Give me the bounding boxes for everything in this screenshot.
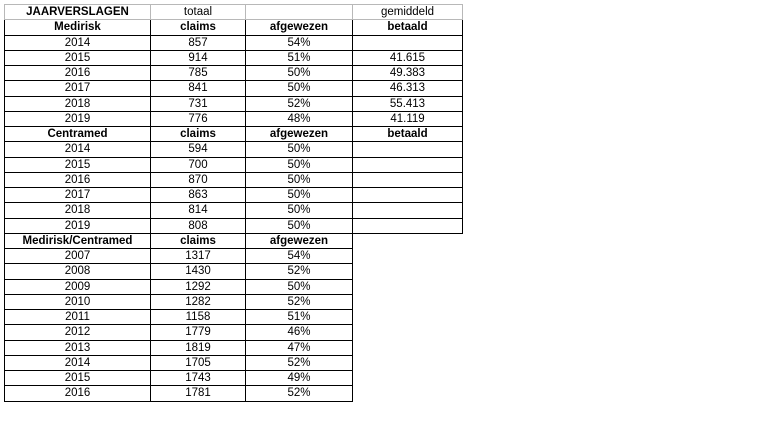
rejected-cell[interactable]: 52%: [246, 355, 353, 370]
table-row: [5, 111, 463, 126]
empty-cell: [353, 386, 463, 401]
claims-cell[interactable]: 841: [151, 81, 246, 96]
claims-cell[interactable]: 857: [151, 35, 246, 50]
table-row: [5, 218, 463, 233]
table-row: [5, 35, 463, 50]
rejected-cell[interactable]: 49%: [246, 371, 353, 386]
claims-cell[interactable]: 814: [151, 203, 246, 218]
claims-cell[interactable]: 731: [151, 96, 246, 111]
year-cell[interactable]: 2017: [5, 81, 151, 96]
empty-cell: [353, 249, 463, 264]
paid-cell[interactable]: 46.313: [353, 81, 463, 96]
rejected-cell[interactable]: 52%: [246, 96, 353, 111]
rejected-cell[interactable]: 50%: [246, 203, 353, 218]
header-total[interactable]: totaal: [151, 5, 246, 20]
claims-cell[interactable]: 594: [151, 142, 246, 157]
year-cell[interactable]: 2014: [5, 355, 151, 370]
claims-cell[interactable]: 914: [151, 50, 246, 65]
year-cell[interactable]: 2016: [5, 66, 151, 81]
claims-cell[interactable]: 700: [151, 157, 246, 172]
claims-cell[interactable]: 1743: [151, 371, 246, 386]
year-cell[interactable]: 2018: [5, 203, 151, 218]
section-header-row: [5, 127, 463, 142]
year-cell[interactable]: 2007: [5, 249, 151, 264]
header-empty[interactable]: [246, 5, 353, 20]
year-cell[interactable]: 2016: [5, 172, 151, 187]
table-row: [5, 66, 463, 81]
year-cell[interactable]: 2016: [5, 386, 151, 401]
rejected-cell[interactable]: 50%: [246, 188, 353, 203]
table-row: [5, 172, 463, 187]
title-row: [5, 5, 463, 20]
claims-cell[interactable]: 1819: [151, 340, 246, 355]
claims-cell[interactable]: 863: [151, 188, 246, 203]
paid-cell[interactable]: [353, 188, 463, 203]
rejected-cell[interactable]: 51%: [246, 310, 353, 325]
table-title[interactable]: JAARVERSLAGEN: [5, 5, 151, 20]
section-name[interactable]: Medirisk/Centramed: [5, 233, 151, 248]
year-cell[interactable]: 2014: [5, 35, 151, 50]
year-cell[interactable]: 2017: [5, 188, 151, 203]
table-row: [5, 249, 463, 264]
claims-cell[interactable]: 1317: [151, 249, 246, 264]
table-row: [5, 371, 463, 386]
rejected-cell[interactable]: 50%: [246, 81, 353, 96]
empty-cell: [353, 233, 463, 248]
rejected-cell[interactable]: 54%: [246, 35, 353, 50]
paid-cell[interactable]: 55.413: [353, 96, 463, 111]
table-row: [5, 157, 463, 172]
year-cell[interactable]: 2009: [5, 279, 151, 294]
paid-cell[interactable]: [353, 218, 463, 233]
empty-cell: [353, 279, 463, 294]
table-row: [5, 325, 463, 340]
table-row: [5, 142, 463, 157]
year-cell[interactable]: 2015: [5, 371, 151, 386]
rejected-cell[interactable]: 46%: [246, 325, 353, 340]
year-cell[interactable]: 2018: [5, 96, 151, 111]
rejected-label[interactable]: afgewezen: [246, 127, 353, 142]
claims-label[interactable]: claims: [151, 233, 246, 248]
paid-cell[interactable]: [353, 35, 463, 50]
empty-cell: [353, 355, 463, 370]
table-body: [5, 5, 463, 402]
paid-cell[interactable]: 41.119: [353, 111, 463, 126]
paid-cell[interactable]: [353, 172, 463, 187]
claims-cell[interactable]: 808: [151, 218, 246, 233]
claims-cell[interactable]: 1705: [151, 355, 246, 370]
year-cell[interactable]: 2008: [5, 264, 151, 279]
claims-cell[interactable]: 1430: [151, 264, 246, 279]
table-row: [5, 81, 463, 96]
paid-label[interactable]: betaald: [353, 20, 463, 35]
paid-cell[interactable]: 49.383: [353, 66, 463, 81]
empty-cell: [353, 310, 463, 325]
rejected-label[interactable]: afgewezen: [246, 20, 353, 35]
section-name[interactable]: Centramed: [5, 127, 151, 142]
rejected-cell[interactable]: 50%: [246, 66, 353, 81]
annual-reports-table: [4, 4, 463, 402]
year-cell[interactable]: 2011: [5, 310, 151, 325]
table-row: [5, 340, 463, 355]
year-cell[interactable]: 2010: [5, 294, 151, 309]
rejected-cell[interactable]: 48%: [246, 111, 353, 126]
section-header-row: [5, 233, 463, 248]
rejected-cell[interactable]: 50%: [246, 279, 353, 294]
year-cell[interactable]: 2019: [5, 218, 151, 233]
paid-cell[interactable]: 41.615: [353, 50, 463, 65]
rejected-cell[interactable]: 50%: [246, 142, 353, 157]
table-row: [5, 50, 463, 65]
paid-cell[interactable]: [353, 203, 463, 218]
empty-cell: [353, 340, 463, 355]
empty-cell: [353, 325, 463, 340]
year-cell[interactable]: 2013: [5, 340, 151, 355]
rejected-cell[interactable]: 51%: [246, 50, 353, 65]
year-cell[interactable]: 2019: [5, 111, 151, 126]
section-name[interactable]: Medirisk: [5, 20, 151, 35]
rejected-cell[interactable]: 52%: [246, 294, 353, 309]
claims-cell[interactable]: 870: [151, 172, 246, 187]
header-average[interactable]: gemiddeld: [353, 5, 463, 20]
rejected-cell[interactable]: 52%: [246, 264, 353, 279]
claims-cell[interactable]: 1282: [151, 294, 246, 309]
empty-cell: [353, 264, 463, 279]
paid-cell[interactable]: [353, 157, 463, 172]
rejected-cell[interactable]: 52%: [246, 386, 353, 401]
claims-cell[interactable]: 1781: [151, 386, 246, 401]
paid-cell[interactable]: [353, 142, 463, 157]
claims-cell[interactable]: 1158: [151, 310, 246, 325]
table-row: [5, 294, 463, 309]
year-cell[interactable]: 2014: [5, 142, 151, 157]
rejected-cell[interactable]: 50%: [246, 172, 353, 187]
rejected-cell[interactable]: 50%: [246, 218, 353, 233]
claims-cell[interactable]: 1779: [151, 325, 246, 340]
table-row: [5, 188, 463, 203]
table-row: [5, 96, 463, 111]
claims-label[interactable]: claims: [151, 127, 246, 142]
table-row: [5, 279, 463, 294]
claims-cell[interactable]: 776: [151, 111, 246, 126]
section-header-row: [5, 20, 463, 35]
year-cell[interactable]: 2015: [5, 50, 151, 65]
claims-cell[interactable]: 1292: [151, 279, 246, 294]
empty-cell: [353, 294, 463, 309]
table-row: [5, 386, 463, 401]
empty-cell: [353, 371, 463, 386]
paid-label[interactable]: betaald: [353, 127, 463, 142]
claims-cell[interactable]: 785: [151, 66, 246, 81]
rejected-cell[interactable]: 54%: [246, 249, 353, 264]
rejected-cell[interactable]: 50%: [246, 157, 353, 172]
table-row: [5, 310, 463, 325]
year-cell[interactable]: 2015: [5, 157, 151, 172]
table-row: [5, 355, 463, 370]
rejected-label[interactable]: afgewezen: [246, 233, 353, 248]
claims-label[interactable]: claims: [151, 20, 246, 35]
year-cell[interactable]: 2012: [5, 325, 151, 340]
table-row: [5, 264, 463, 279]
table-row: [5, 203, 463, 218]
rejected-cell[interactable]: 47%: [246, 340, 353, 355]
